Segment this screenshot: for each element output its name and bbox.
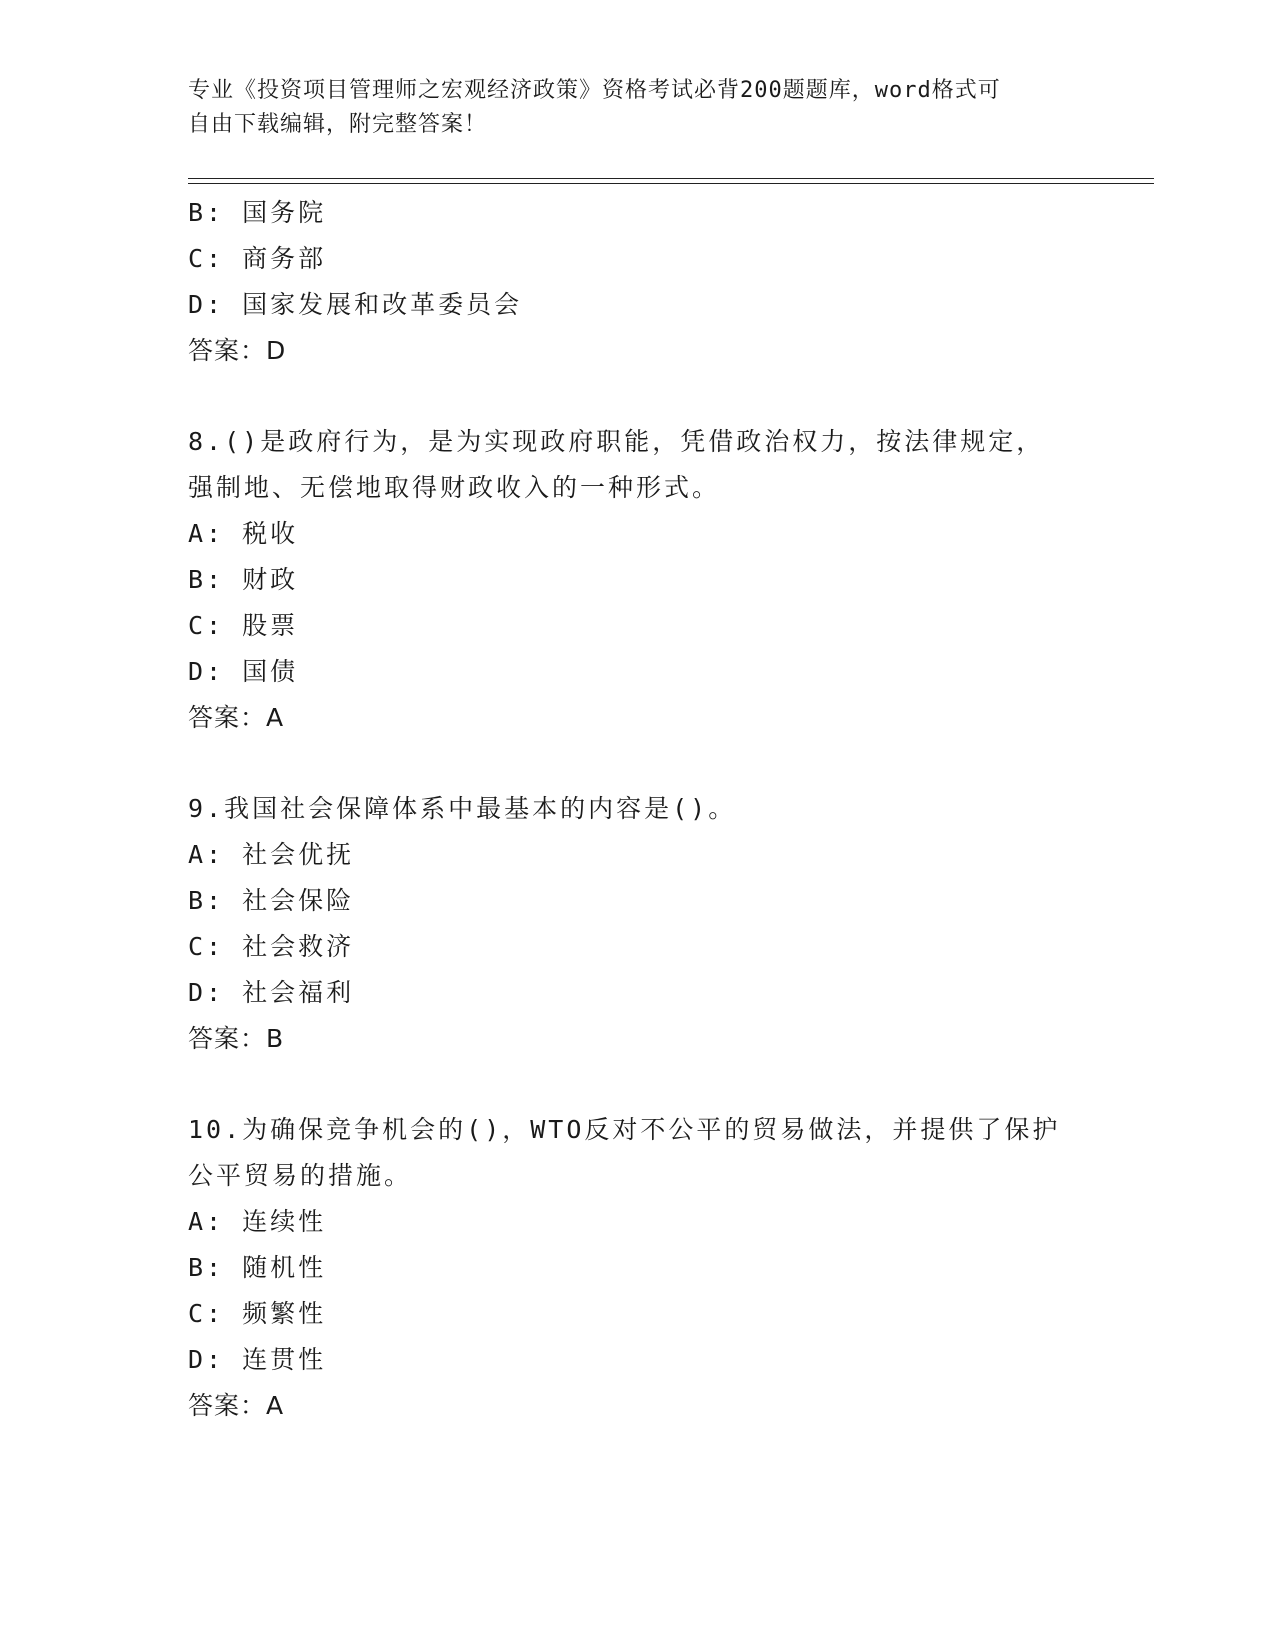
answer-line: 答案：B [188,1024,285,1053]
option-c: C: 股票 [188,611,299,640]
answer-line: 答案：A [188,1391,285,1420]
option-a: A: 税收 [188,519,299,548]
option-c: C: 商务部 [188,244,327,273]
option-a: A: 社会优抚 [188,840,355,869]
document-header [188,74,1078,142]
question-block [188,786,1088,1062]
option-c: C: 频繁性 [188,1299,327,1328]
option-a: A: 连续性 [188,1207,327,1236]
header-divider-top [188,178,1154,179]
option-d: D: 社会福利 [188,978,355,1007]
question-block [188,419,1088,741]
question-block [188,190,1088,374]
option-b: B: 随机性 [188,1253,327,1282]
question-list [188,190,1088,1429]
header-divider-bottom [188,183,1154,184]
question-text-cont: 强制地、无偿地取得财政收入的一种形式。 [188,473,721,502]
question-text-cont: 公平贸易的措施。 [188,1161,413,1190]
question-block [188,1107,1088,1429]
answer-line: 答案：A [188,703,285,732]
option-d: D: 国债 [188,657,299,686]
question-text: 9.我国社会保障体系中最基本的内容是()。 [188,794,737,823]
option-d: D: 国家发展和改革委员会 [188,290,523,319]
option-c: C: 社会救济 [188,932,355,961]
question-text: 8.()是政府行为，是为实现政府职能，凭借政治权力，按法律规定， [188,427,1045,456]
answer-line: 答案：D [188,336,287,365]
option-d: D: 连贯性 [188,1345,327,1374]
option-b: B: 财政 [188,565,299,594]
header-line-2: 自由下载编辑，附完整答案！ [188,112,488,137]
option-b: B: 国务院 [188,198,327,227]
option-b: B: 社会保险 [188,886,355,915]
question-text: 10.为确保竞争机会的()，WTO反对不公平的贸易做法，并提供了保护 [188,1115,1061,1144]
header-line-1: 专业《投资项目管理师之宏观经济政策》资格考试必背200题题库，word格式可 [188,78,1001,103]
